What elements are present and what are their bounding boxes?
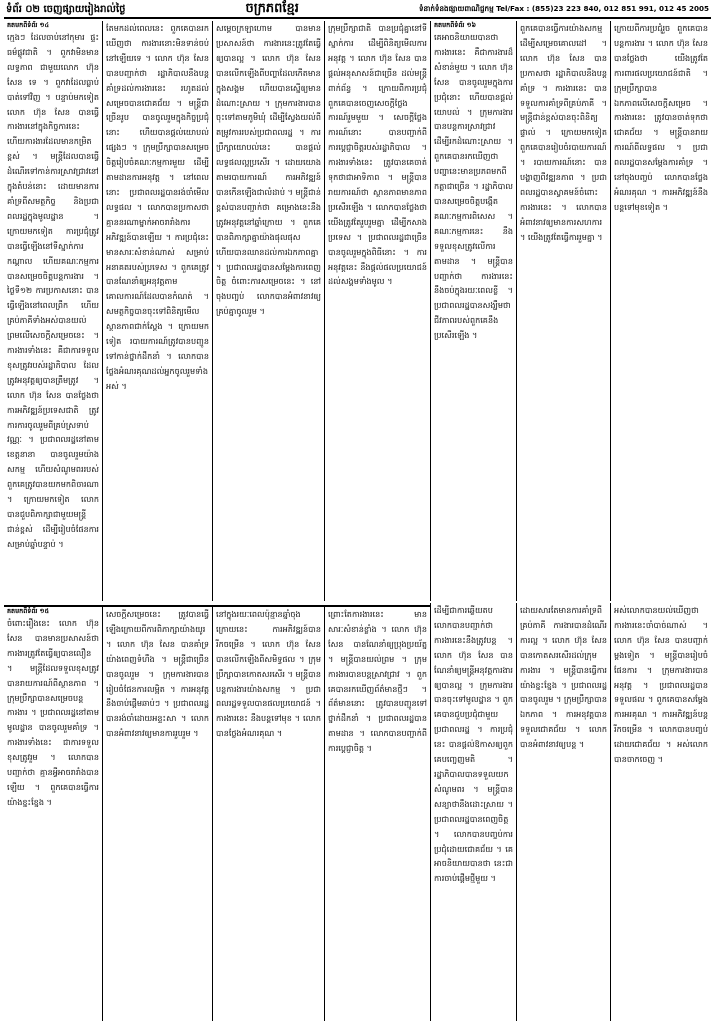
column-text: ដើម្បីជាការឆ្លើយតប លោកបានបញ្ជាក់ថា ការងារនេះនឹងត្រូវបន្ត ។ លោក ហ៊ុន សែន បានណែនាំឲ្យមន្ត្រីអនុវត្តការងារឲ្យបានល្អ ។ ក្រុមការងារបានចុះទៅមូលដ្ឋាន ។ ពួកគេបានជួបប្រជុំជាមួយប្រជាពលរដ្ឋ ។ ការប្រជុំនេះ បានផ្តល់ឱកាសឲ្យពួកគេបញ្ចេញមតិ ។ រដ្ឋាភិបាលបានទទួលយកសំណូមពរ ។ មន្ត្រីបានសន្យាថានឹងដោះស្រាយ ។ ប្រជាពលរដ្ឋបានពេញចិត្ត ។ លោកបានបញ្ចប់ការប្រជុំដោយជោគជ័យ ។ គេអាចនិយាយបានថា នេះជាការចាប់ផ្តើមថ្មីមួយ ។ [434, 605, 513, 884]
article-column [430, 603, 516, 1021]
article-column [212, 605, 324, 1021]
column-text: គេអាចនិយាយបានថា ការងារនេះ គឺជាការងារដ៏សំខាន់មួយ ។ លោក ហ៊ុន សែន បានចូលរួមក្នុងការប្រជុំនោះ ហើយបានផ្តល់យោបល់ ។ ក្រុមការងារបានបន្តការស្រាវជ្រាវ ដើម្បីរកដំណោះស្រាយ ។ ពួកគេបានរកឃើញថា បញ្ហានេះមានប្រភពមកពីកត្តាជាច្រើន ។ រដ្ឋាភិបាលបានសម្រេចចិត្តបង្កើតគណៈកម្មការពិសេស ។ គណៈកម្មការនេះ នឹងទទួលខុសត្រូវលើការតាមដាន ។ មន្ត្រីបានបញ្ជាក់ថា ការងារនេះនឹងចប់ក្នុងរយៈពេលខ្លី ។ ប្រជាពលរដ្ឋបានសង្ឃឹមថា ជីវភាពរបស់ពួកគេនឹងប្រសើរឡើង ។ [434, 32, 513, 341]
continued-label: គតមកពីទំព័រ ១៤ [7, 21, 50, 29]
column-text: តែមកដល់ពេលនេះ ពួកគេបានរកឃើញថា ការងារនោះមិនទាន់ចប់នៅឡើយទេ ។ លោក ហ៊ុន សែន បានបញ្ជាក់ថា រដ្ឋាភិបាលនឹងបន្តគាំទ្រដល់ការងារនេះ រហូតដល់សម្រេចបានជោគជ័យ ។ មន្ត្រីជាច្រើនរូប បានចូលរួមក្នុងកិច្ចប្រជុំនោះ ហើយបានផ្តល់យោបល់ផ្សេងៗ ។ ក្រុមប្រឹក្សាបានសម្រេចចិត្តរៀបចំគណៈកម្មការមួយ ដើម្បីតាមដានការអនុវត្ត ។ នៅពេលនោះ ប្រជាពលរដ្ឋបានរង់ចាំមើលលទ្ធផល ។ លោកបានប្រកាសថា គ្មាននរណាម្នាក់អាចរារាំងការអភិវឌ្ឍន៍បានឡើយ ។ ការប្រជុំនេះមានសារៈសំខាន់ណាស់ សម្រាប់អនាគតរបស់ប្រទេស ។ ពួកគេត្រូវបានណែនាំឲ្យអនុវត្តតាមគោលការណ៍ដែលបានកំណត់ ។ សមត្ថកិច្ចបានចុះទៅពិនិត្យមើលស្ថានភាពជាក់ស្តែង ។ ក្រោយមកទៀត របាយការណ៍ត្រូវបានបញ្ជូនទៅកាន់ថ្នាក់ដឹកនាំ ។ លោកបានថ្លែងអំណរគុណដល់អ្នកចូលរួមទាំងអស់ ។ [106, 23, 209, 391]
newspaper-logo: ចក្រភពខ្មែរ [245, 1, 299, 16]
column-text: ក្មេងៗ ដែលចាប់នៅកុមារ ផ្ទះធម៌ផ្លូវជាតិ ។ ពួកវាមិនមានលទ្ធភាព ជាមួយលោក ហ៊ុន សែន ទេ ។ ពួកវាដែលធ្លាប់បាត់ទៅវិញ ។ បន្ទាប់មកទៀតលោក ហ៊ុន សែន បានធ្វើការងារនៅក្នុងកិច្ចការនេះ ហើយការងារដែលមានកម្រិតខ្ពស់ ។ មន្ត្រីដែលបានធ្វើដំណើរទៅកាន់ការស្រាវជ្រាវនៅក្នុងតំបន់នោះ ដោយមានការគាំទ្រពីសមត្ថកិច្ច និងប្រជាពលរដ្ឋក្នុងមូលដ្ឋាន ។ ក្រោយមកទៀត ការប្រជុំត្រូវបានធ្វើឡើងនៅទីស្នាក់ការកណ្តាល ហើយគណៈកម្មការបានសម្រេចចិត្តបន្តការងារ ។ ថ្ងៃទី១២ ការប្រកាសនោះ បានធ្វើឡើងនៅពេលព្រឹក ហើយគ្រប់ភាគីទាំងអស់បានយល់ព្រមលើសេចក្តីសម្រេចនេះ ។ ការងារទាំងនេះ គឺជាការទទួលខុសត្រូវរបស់រដ្ឋាភិបាល ដែលត្រូវអនុវត្តឲ្យបានត្រឹមត្រូវ ។ លោក ហ៊ុន សែន បានថ្លែងថា ការអភិវឌ្ឍន៍ប្រទេសជាតិ ត្រូវការការចូលរួមពីគ្រប់ស្រទាប់វណ្ណៈ ។ ប្រជាពលរដ្ឋនៅតាមខេត្តនានា បានចូលរួមយ៉ាងសកម្ម ហើយសំណូមពររបស់ពួកគេត្រូវបានយកមកពិចារណា ។ ក្រោយមកទៀត លោកបានជួបពិភាក្សាជាមួយមន្ត្រីជាន់ខ្ពស់ ដើម្បីរៀបចំផែនការសម្រាប់ឆ្នាំបន្ទាប់ ។ [7, 32, 99, 549]
bottom-section [4, 605, 711, 1021]
article-column [610, 21, 711, 601]
top-section [4, 21, 711, 601]
column-text: ចំពោះរឿងនេះ លោក ហ៊ុន សែន បានមានប្រសាសន៍ថា ការងារត្រូវតែធ្វើឲ្យបានលឿន ។ មន្ត្រីដែលទទួលខុសត្រូវ បានរាយការណ៍ពីស្ថានភាព ។ ក្រុមប្រឹក្សាបានសម្រេចបន្តការងារ ។ ប្រជាពលរដ្ឋនៅតាមមូលដ្ឋាន បានចូលរួមគាំទ្រ ។ ការងារទាំងនេះ ជាការទទួលខុសត្រូវរួម ។ លោកបានបញ្ជាក់ថា គ្មានអ្វីអាចរារាំងបានឡើយ ។ ពួកគេបានធ្វើការយ៉ាងខ្នះខ្នែង ។ [7, 618, 99, 807]
article-column [324, 605, 430, 1021]
article-column [516, 603, 610, 1021]
column-text: ដោយសារតែមានការគាំទ្រពីគ្រប់ភាគី ការងារបានដំណើរការល្អ ។ លោក ហ៊ុន សែន បានកោតសរសើរដល់ក្រុមការងារ ។ មន្ត្រីបានធ្វើការយ៉ាងខ្នះខ្នែង ។ ប្រជាពលរដ្ឋបានចូលរួម ។ ក្រុមប្រឹក្សាបានឯកភាព ។ ការអនុវត្តបានទទួលជោគជ័យ ។ លោកបានអំពាវនាវឲ្យបន្ត ។ [520, 605, 607, 750]
page-header [4, 2, 711, 19]
continued-label: គតមកពីទំព័រ ១៥ [7, 607, 50, 615]
column-text: នៅក្នុងរយៈពេលប៉ុន្មានឆ្នាំចុងក្រោយនេះ ការអភិវឌ្ឍន៍បានរីកចម្រើន ។ លោក ហ៊ុន សែន បានលើកឡើងពីសមិទ្ធផល ។ ក្រុមប្រឹក្សាបានកោតសរសើរ ។ មន្ត្រីបានបន្តការងារយ៉ាងសកម្ម ។ ប្រជាពលរដ្ឋទទួលបានផលប្រយោជន៍ ។ ការងារនេះ នឹងបន្តទៅមុខ ។ លោកបានថ្លែងអំណរគុណ ។ [216, 609, 321, 739]
article-column [102, 605, 212, 1021]
article-column [4, 21, 102, 601]
column-text: ពួកគេបានធ្វើការយ៉ាងសកម្ម ដើម្បីសម្រេចគោលដៅ ។ លោក ហ៊ុន សែន បានប្រកាសថា រដ្ឋាភិបាលនឹងបន្តគាំទ្រ ។ ការងារនេះ បានទទួលការគាំទ្រពីគ្រប់ភាគី ។ មន្ត្រីជាន់ខ្ពស់បានចុះពិនិត្យផ្ទាល់ ។ ក្រោយមកទៀត ពួកគេបានរៀបចំរបាយការណ៍ ។ របាយការណ៍នោះ បានបង្ហាញពីវឌ្ឍនភាព ។ ប្រជាពលរដ្ឋបានស្វាគមន៍ចំពោះការងារនេះ ។ លោកបានអំពាវនាវឲ្យមានការសហការ ។ យើងត្រូវតែធ្វើការរួមគ្នា ។ [520, 23, 607, 242]
column-text: សេចក្តីសម្រេចនេះ ត្រូវបានធ្វើឡើងក្រោយពីការពិភាក្សាយ៉ាងយូរ ។ លោក ហ៊ុន សែន បានគាំទ្រយ៉ាងពេញទំហឹង ។ មន្ត្រីជាច្រើនបានចូលរួម ។ ក្រុមការងារបានរៀបចំផែនការលម្អិត ។ ការអនុវត្តនឹងចាប់ផ្តើមឆាប់ៗ ។ ប្រជាពលរដ្ឋបានរង់ចាំដោយអន្ទះសា ។ លោកបានអំពាវនាវឲ្យមានការរួបរួម ។ [106, 609, 209, 739]
issue-label: ទំព័រ ០២ ចេញផ្សាយរៀងរាល់ថ្ងៃ [6, 4, 126, 15]
article-column [102, 21, 212, 601]
contact-info: ទំនាក់ទំនងផ្សាយពាណិជ្ជកម្ម Tel/Fax : (855)23 223 840, 012 851 991, 012 45 2005 [418, 4, 709, 13]
article-column [324, 21, 430, 601]
column-text: ក្រុមប្រឹក្សាជាតិ បានប្រជុំគ្នានៅទីស្នាក់ការ ដើម្បីពិនិត្យមើលការអនុវត្ត ។ លោក ហ៊ុន សែន បានផ្តល់អនុសាសន៍ជាច្រើន ដល់មន្ត្រីពាក់ព័ន្ធ ។ ក្រោយពីការប្រជុំ ពួកគេបានចេញសេចក្តីថ្លែងការណ៍រួមមួយ ។ សេចក្តីថ្លែងការណ៍នោះ បានបញ្ជាក់ពីការប្តេជ្ញាចិត្តរបស់រដ្ឋាភិបាល ។ ការងារទាំងនេះ ត្រូវបានគេចាត់ទុកថាជាអាទិភាព ។ មន្ត្រីបានរាយការណ៍ថា ស្ថានភាពមានភាពប្រសើរឡើង ។ លោកបានថ្លែងថា យើងត្រូវតែរួបរួមគ្នា ដើម្បីកសាងប្រទេស ។ ប្រជាពលរដ្ឋជាច្រើនបានចូលរួមក្នុងពិធីនោះ ។ ការអនុវត្តនេះ នឹងផ្តល់ផលប្រយោជន៍ដល់សង្គមទាំងមូល ។ [328, 23, 427, 287]
column-text: សម្តេចក្រឡាហោម បានមានប្រសាសន៍ថា ការងារនេះត្រូវតែធ្វើឲ្យបានល្អ ។ លោក ហ៊ុន សែន បានលើកឡើងពីបញ្ហាដែលកើតមានក្នុងសង្គម ហើយបានស្នើឲ្យមានដំណោះស្រាយ ។ ក្រុមការងារបានចុះទៅតាមភូមិឃុំ ដើម្បីស្វែងយល់ពីតម្រូវការរបស់ប្រជាពលរដ្ឋ ។ ការប្រឹក្សាយោបល់នេះ បានផ្តល់លទ្ធផលល្អប្រសើរ ។ ដោយយោងតាមរបាយការណ៍ ការអភិវឌ្ឍន៍បានកើនឡើងជាលំដាប់ ។ មន្ត្រីជាន់ខ្ពស់បានបញ្ជាក់ថា គម្រោងនេះនឹងត្រូវអនុវត្តនៅឆ្នាំក្រោយ ។ ពួកគេបានពិភាក្សាគ្នាយ៉ាងផុលផុស ហើយបានឈានដល់ការឯកភាពគ្នា ។ ប្រជាពលរដ្ឋបានសម្តែងការពេញចិត្ត ចំពោះការសម្រេចនេះ ។ នៅចុងបញ្ចប់ លោកបានអំពាវនាវឲ្យគ្រប់គ្នាចូលរួម ។ [216, 23, 321, 317]
article-column [212, 21, 324, 601]
column-text: ក្រោយពីការប្រជុំរួច ពួកគេបានបន្តការងារ ។ លោក ហ៊ុន សែន បានថ្លែងថា យើងត្រូវតែការពារផលប្រយោជន៍ជាតិ ។ ក្រុមប្រឹក្សាបានឯកភាពលើសេចក្តីសម្រេច ។ ការងារនេះ ត្រូវបានចាត់ទុកថាជោគជ័យ ។ មន្ត្រីបានរាយការណ៍ពីលទ្ធផល ។ ប្រជាពលរដ្ឋបានសម្តែងការគាំទ្រ ។ នៅចុងបញ្ចប់ លោកបានថ្លែងអំណរគុណ ។ ការអភិវឌ្ឍន៍នឹងបន្តទៅមុខទៀត ។ [614, 23, 708, 212]
article-column [610, 603, 711, 1021]
column-text: ព្រោះតែការងារនេះ មានសារៈសំខាន់ខ្លាំង ។ លោក ហ៊ុន សែន បានណែនាំឲ្យប្រុងប្រយ័ត្ន ។ មន្ត្រីបានយល់ព្រម ។ ក្រុមការងារបានបន្តស្រាវជ្រាវ ។ ពួកគេបានរកឃើញព័ត៌មានថ្មីៗ ។ ព័ត៌មាននោះ ត្រូវបានបញ្ជូនទៅថ្នាក់ដឹកនាំ ។ ប្រជាពលរដ្ឋបានតាមដាន ។ លោកបានបញ្ជាក់ពីការប្តេជ្ញាចិត្ត ។ [328, 609, 427, 754]
article-column [430, 21, 516, 601]
article-column [516, 21, 610, 601]
article-column [4, 605, 102, 1021]
continued-label: គតមកពីទំព័រ ១៦ [434, 21, 477, 29]
column-text: អស់លោកបានយល់ឃើញថា ការងារនេះចាំបាច់ណាស់ ។ លោក ហ៊ុន សែន បានបញ្ជាក់ម្តងទៀត ។ មន្ត្រីបានរៀបចំផែនការ ។ ក្រុមការងារបានអនុវត្ត ។ ប្រជាពលរដ្ឋបានទទួលផល ។ ពួកគេបានសម្តែងការអរគុណ ។ ការអភិវឌ្ឍន៍បន្តរីកចម្រើន ។ លោកបានបញ្ចប់ដោយជោគជ័យ ។ អស់លោកបានចាកចេញ ។ [614, 605, 708, 765]
